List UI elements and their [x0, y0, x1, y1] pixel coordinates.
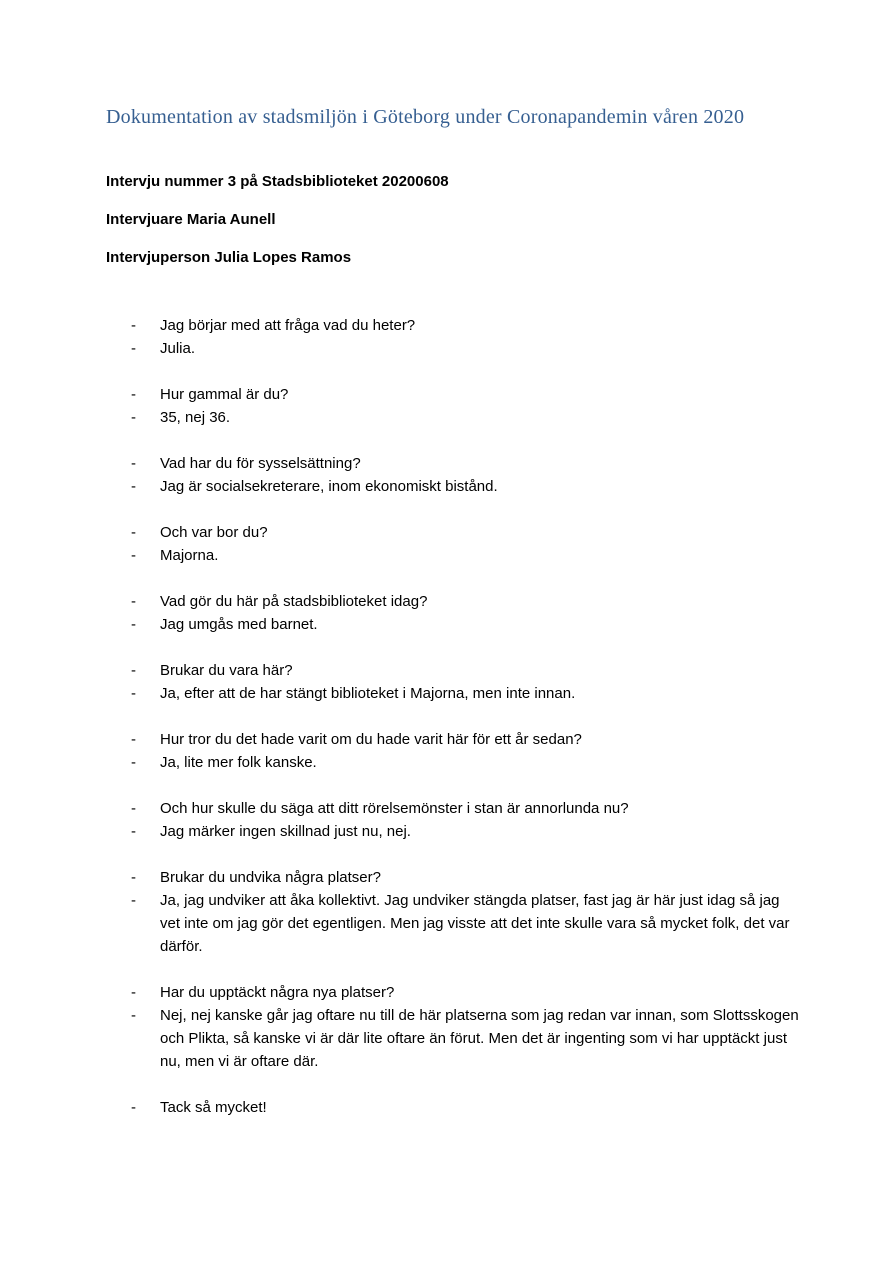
dialogue-line	[106, 337, 800, 360]
dialogue-text: Brukar du undvika några platser?	[160, 869, 381, 886]
dialogue-line	[106, 521, 800, 544]
dialogue-text: Ja, efter att de har stängt biblioteket i Majorna, men inte innan.	[160, 685, 576, 702]
dialogue-text: Och var bor du?	[160, 524, 268, 541]
list-dash-marker: -	[131, 616, 136, 633]
list-dash-marker: -	[131, 478, 136, 495]
dialogue-text: Jag märker ingen skillnad just nu, nej.	[160, 823, 411, 840]
list-dash-marker: -	[131, 869, 136, 886]
dialogue-line	[106, 406, 800, 429]
meta-line-interview-number: Intervju nummer 3 på Stadsbiblioteket 20200608	[106, 173, 449, 190]
list-dash-marker: -	[131, 685, 136, 702]
dialogue-line	[106, 820, 800, 843]
dialogue-group	[106, 866, 800, 958]
dialogue-text: Tack så mycket!	[160, 1099, 267, 1116]
list-dash-marker: -	[131, 524, 136, 541]
dialogue-group	[106, 314, 800, 360]
list-dash-marker: -	[131, 662, 136, 679]
dialogue-text: Vad har du för sysselsättning?	[160, 455, 361, 472]
dialogue-line	[106, 659, 800, 682]
dialogue-group	[106, 521, 800, 567]
dialogue-line	[106, 452, 800, 475]
dialogue-group	[106, 797, 800, 843]
dialogue-line	[106, 797, 800, 820]
dialogue-text: Julia.	[160, 340, 196, 357]
dialogue-text: Jag är socialsekreterare, inom ekonomiskt bistånd.	[160, 478, 498, 495]
dialogue-group	[106, 981, 800, 1073]
list-dash-marker: -	[131, 547, 136, 564]
list-dash-marker: -	[131, 455, 136, 472]
dialogue-text: Brukar du vara här?	[160, 662, 293, 679]
dialogue-text: Jag börjar med att fråga vad du heter?	[160, 317, 416, 334]
list-dash-marker: -	[131, 731, 136, 748]
dialogue-text: Hur tror du det hade varit om du hade varit här för ett år sedan?	[160, 731, 582, 748]
dialogue-line	[106, 590, 800, 613]
dialogue-group	[106, 590, 800, 636]
list-dash-marker: -	[131, 317, 136, 334]
dialogue-line	[106, 981, 800, 1004]
meta-line-interviewer: Intervjuare Maria Aunell	[106, 211, 276, 228]
dialogue-text: Och hur skulle du säga att ditt rörelsemönster i stan är annorlunda nu?	[160, 800, 629, 817]
document-title: Dokumentation av stadsmiljön i Göteborg under Coronapandemin våren 2020	[106, 106, 745, 128]
dialogue-text: Har du upptäckt några nya platser?	[160, 984, 395, 1001]
list-dash-marker: -	[131, 340, 136, 357]
list-dash-marker: -	[131, 892, 136, 909]
dialogue-text: Hur gammal är du?	[160, 386, 289, 403]
dialogue-text: Majorna.	[160, 547, 219, 564]
list-dash-marker: -	[131, 409, 136, 426]
dialogue-text: Jag umgås med barnet.	[160, 616, 318, 633]
dialogue-line	[106, 751, 800, 774]
dialogue-line	[106, 728, 800, 751]
list-dash-marker: -	[131, 593, 136, 610]
dialogue-line	[106, 544, 800, 567]
dialogue-text: Nej, nej kanske går jag oftare nu till de här platserna som jag redan var innan, som Slottsskogen och Plikta, så kanske vi är där lite oftare än förut. Men det är ingenting som vi har upptäckt just nu, men vi är oftare där.	[160, 1007, 799, 1070]
dialogue-group	[106, 728, 800, 774]
dialogue-list	[106, 314, 800, 1119]
list-dash-marker: -	[131, 386, 136, 403]
dialogue-text: 35, nej 36.	[160, 409, 231, 426]
dialogue-line	[106, 682, 800, 705]
dialogue-group	[106, 452, 800, 498]
list-dash-marker: -	[131, 800, 136, 817]
dialogue-line	[106, 1096, 800, 1119]
dialogue-text: Ja, lite mer folk kanske.	[160, 754, 317, 771]
dialogue-line	[106, 1004, 800, 1073]
list-dash-marker: -	[131, 1099, 136, 1116]
dialogue-line	[106, 866, 800, 889]
dialogue-text: Ja, jag undviker att åka kollektivt. Jag undviker stängda platser, fast jag är här just idag så jag vet inte om jag gör det egentligen. Men jag visste att det inte skulle vara så mycket folk, det var därför.	[160, 892, 790, 955]
dialogue-group	[106, 659, 800, 705]
list-dash-marker: -	[131, 1007, 136, 1024]
meta-line-interviewee: Intervjuperson Julia Lopes Ramos	[106, 249, 352, 266]
dialogue-group	[106, 383, 800, 429]
dialogue-line	[106, 475, 800, 498]
dialogue-text: Vad gör du här på stadsbiblioteket idag?	[160, 593, 428, 610]
list-dash-marker: -	[131, 823, 136, 840]
dialogue-line	[106, 383, 800, 406]
dialogue-line	[106, 314, 800, 337]
list-dash-marker: -	[131, 984, 136, 1001]
dialogue-line	[106, 889, 800, 958]
dialogue-line	[106, 613, 800, 636]
dialogue-group	[106, 1096, 800, 1119]
list-dash-marker: -	[131, 754, 136, 771]
